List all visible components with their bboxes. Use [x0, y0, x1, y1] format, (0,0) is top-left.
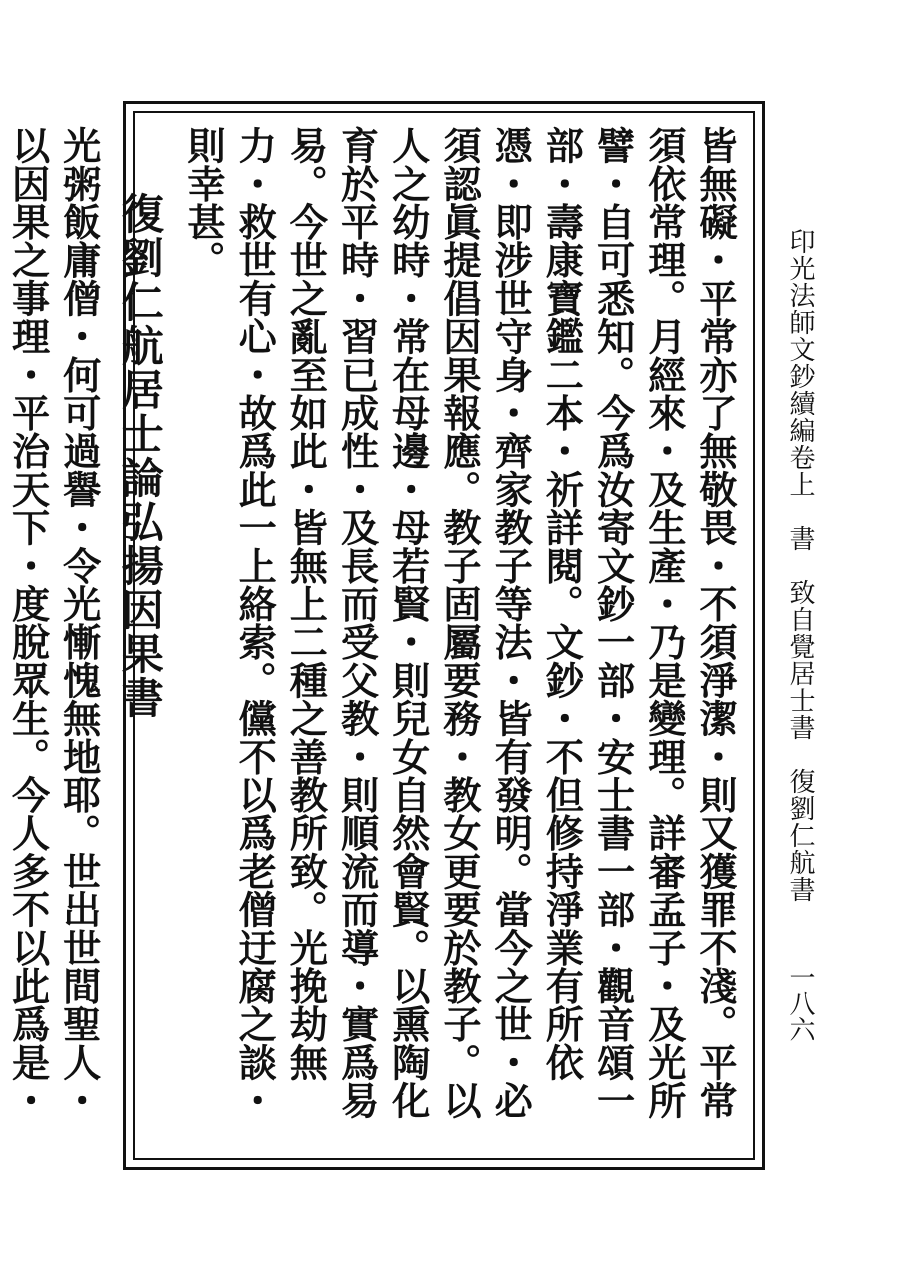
main-text-block: [4, 126, 740, 1146]
letter-title: 復劉仁航居士論弘揚因果書: [115, 192, 165, 720]
continued-letter-text: 皆無礙・平常亦了無敬畏・不須淨潔・則又獲罪不淺。平常須依常理。月經來・及生產・乃是變理。詳審孟子・及光所譬・自可悉知。今爲汝寄文鈔一部・安士書一部・觀音頌一部・壽康寶鑑二本・祈詳閱。文鈔・不但修持淨業有所依憑・即涉世守身・齊家教子等法・皆有發明。當今之世・必須認眞提倡因果報應。教子固屬要務・教女更要於教子。以人之幼時・常在母邊・母若賢・則兒女自然會賢。以熏陶化育於平時・習已成性・及長而受父教・則順流而導・實爲易易。今世之亂至如此・皆無上二種之善教所致。光挽劫無力・救世有心・故爲此一上絡索。儻不以爲老僧迂腐之談・則幸甚。: [179, 126, 737, 1120]
letter-body-text: 光粥飯庸僧・何可過譽・令光慚愧無地耶。世出世間聖人・以因果之事理・平治天下・度脫眾生。今人多不以此爲是・: [4, 126, 101, 1120]
page-number: 一八六: [785, 964, 815, 1042]
running-header: 印光法師文鈔續編卷上 書 致自覺居士書 復劉仁航書: [785, 228, 815, 903]
